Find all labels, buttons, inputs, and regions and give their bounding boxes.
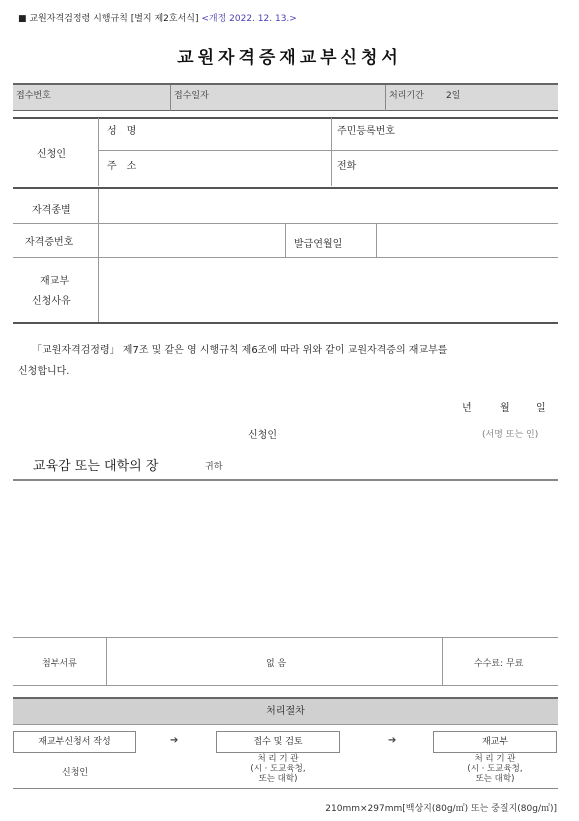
actor-line: 처 리 기 관 [257,754,299,764]
form-reference-text: ■ 교원자격검정령 시행규칙 [별지 제2호서식] [18,14,199,24]
revision-date: <개정 2022. 12. 13.> [201,14,297,24]
day-label: 일 [536,403,546,414]
divider [442,638,443,685]
year-label: 년 [462,403,472,414]
receipt-date-label: 접수일자 [174,91,209,101]
actor-line: (시 · 도교육청, [467,764,523,774]
attachments-value: 없 음 [266,659,287,669]
procedure-actor-applicant: 신청인 [62,768,89,778]
section-border [13,322,558,324]
procedure-header: 처리절차 [13,697,558,725]
processing-days: 2일 [446,91,461,101]
signature-hint: (서명 또는 인) [482,430,539,440]
actor-line: (시 · 도교육청, [250,764,306,774]
certificate-type-label: 자격종별 [32,205,71,216]
row-divider [98,150,558,151]
divider [285,224,286,257]
month-label: 월 [500,403,510,414]
actor-line: 또는 대학) [475,774,515,784]
divider [98,189,99,322]
section-border [13,685,558,686]
divider [170,85,171,111]
applicant-section-label: 신청인 [37,149,66,160]
issue-date-label: 발급연월일 [294,239,343,250]
divider [106,638,107,685]
divider [331,118,332,186]
paper-spec: 210mm×297mm[백상지(80g/㎡) 또는 중질지(80g/㎡)] [325,804,557,814]
procedure-actor-review [216,754,340,784]
section-border [13,117,558,119]
section-border [13,187,558,189]
procedure-step-reissue: 재교부 [433,731,557,753]
arrow-right-icon: ➔ [170,735,179,746]
name-label: 성 명 [107,126,137,137]
form-reference [18,11,297,24]
receipt-number-label: 접수번호 [16,91,51,101]
statement-line2: 신청합니다. [18,366,70,377]
row-divider [13,257,558,258]
divider [98,118,99,186]
divider [385,85,386,111]
divider [376,224,377,257]
statement-line1: 「교원자격검정령」 제7조 및 같은 영 시행규칙 제6조에 따라 위와 같이 교원자격증의 재교부를 [32,345,448,356]
procedure-step-review: 접수 및 검토 [216,731,340,753]
section-border [13,637,558,638]
procedure-step-application: 재교부신청서 작성 [13,731,136,753]
certificate-number-label: 자격증번호 [25,237,74,248]
phone-label: 전화 [337,161,357,172]
section-border [13,788,558,789]
attachments-label: 첨부서류 [42,659,77,669]
arrow-right-icon: ➔ [388,735,397,746]
resident-number-label: 주민등록번호 [337,126,395,137]
processing-period-label: 처리기간 [389,91,424,101]
actor-line: 처 리 기 관 [474,754,516,764]
procedure-actor-reissue [433,754,557,784]
address-label: 주 소 [107,161,137,172]
reason-label-line2: 신청사유 [32,296,71,307]
honorific: 귀하 [205,462,223,472]
section-border [13,479,558,481]
actor-line: 또는 대학) [258,774,298,784]
applicant-sign-label: 신청인 [248,430,277,441]
reception-bar [13,83,558,111]
fee-label: 수수료: 무료 [474,659,524,669]
recipient: 교육감 또는 대학의 장 [33,459,159,474]
reason-label-line1: 재교부 [40,276,69,287]
form-title: 교원자격증재교부신청서 [177,48,402,68]
